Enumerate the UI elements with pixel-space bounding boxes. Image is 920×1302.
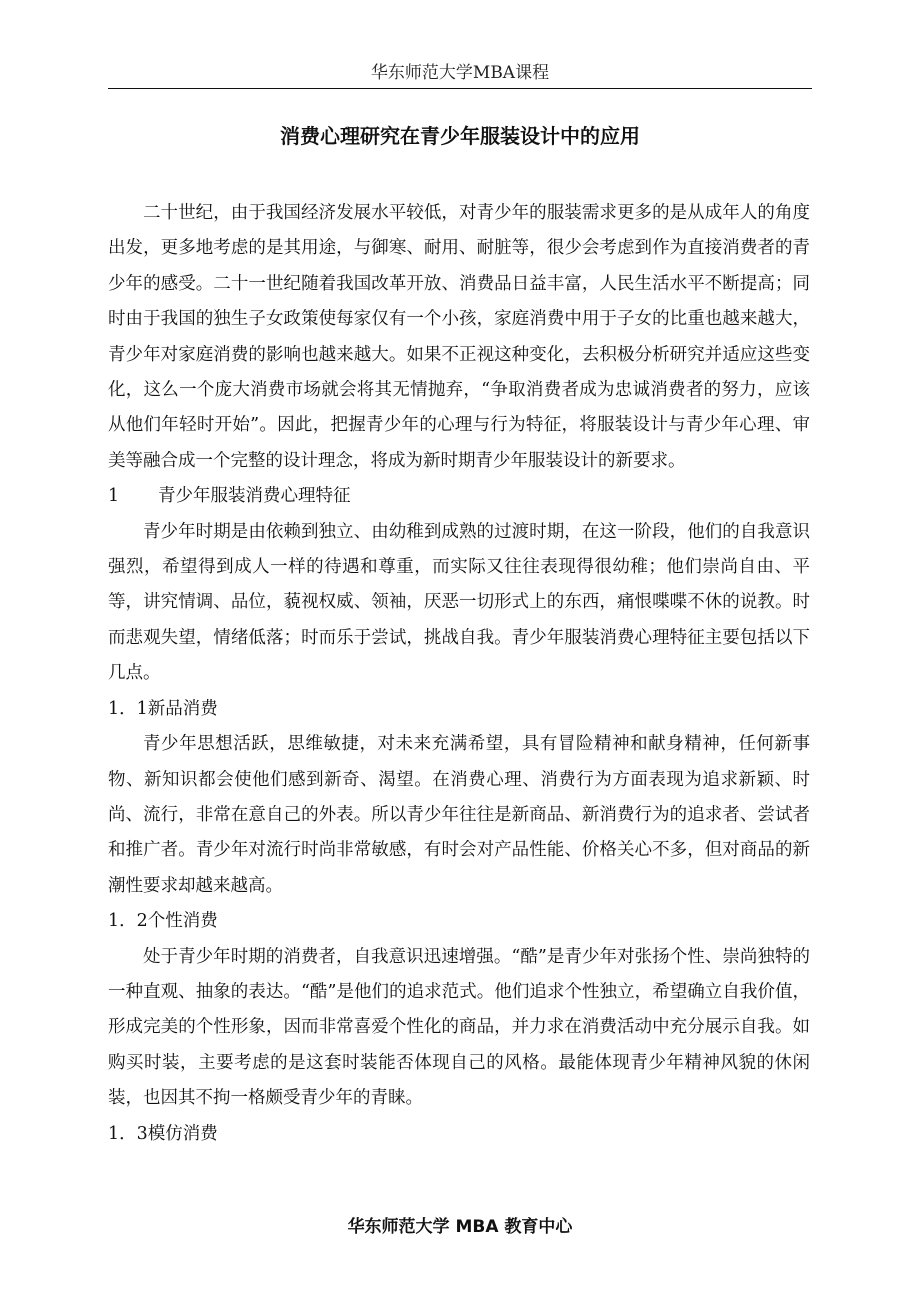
subsection-1-2-paragraph: 处于青少年时期的消费者，自我意识迅速增强。“酷”是青少年对张扬个性、崇尚独特的一种直观、抽象的表达。“酷”是他们的追求范式。他们追求个性独立，希望确立自我价值，形成完美的个性形象，因而非常喜爱个性化的商品，并力求在消费活动中充分展示自我。如购买时装，主要考虑的是这套时装能否体现自己的风格。最能体现青少年精神风貌的休闲装，也因其不拘一格颇受青少年的青睐。 [108,946,810,1109]
section-title: 青少年服装消费心理特征 [158,486,351,507]
section-1-paragraph: 青少年时期是由依赖到独立、由幼稚到成熟的过渡时期，在这一阶段，他们的自我意识强烈，希望得到成人一样的待遇和尊重，而实际又往往表现得很幼稚；他们崇尚自由、平等，讲究情调、品位，藐视权威、领袖，厌恶一切形式上的东西，痛恨喋喋不休的说教。时而悲观失望，情绪低落；时而乐于尝试，挑战自我。青少年服装消费心理特征主要包括以下几点。 [108,521,810,684]
running-header: 华东师范大学MBA课程 [370,63,550,83]
document-title: 消费心理研究在青少年服装设计中的应用 [280,124,640,148]
subsection-heading-1-3: 1．3模仿消费 [108,1123,218,1144]
document-body [108,196,810,1152]
section-number: 1 [108,486,120,507]
running-footer: 华东师范大学 MBA 教育中心 [347,1217,573,1237]
subsection-heading-1-1: 1．1新品消费 [108,698,218,719]
section-heading-1 [108,479,810,514]
header-divider [108,88,812,89]
subsection-heading-1-2: 1．2个性消费 [108,911,218,932]
intro-paragraph: 二十世纪，由于我国经济发展水平较低，对青少年的服装需求更多的是从成年人的角度出发，更多地考虑的是其用途，与御寒、耐用、耐脏等，很少会考虑到作为直接消费者的青少年的感受。二十一世纪随着我国改革开放、消费品日益丰富，人民生活水平不断提高；同时由于我国的独生子女政策使每家仅有一个小孩，家庭消费中用于子女的比重也越来越大，青少年对家庭消费的影响也越来越大。如果不正视这种变化，去积极分析研究并适应这些变化，这么一个庞大消费市场就会将其无情抛弃，“争取消费者成为忠诚消费者的努力，应该从他们年轻时开始”。因此，把握青少年的心理与行为特征，将服装设计与青少年心理、审美等融合成一个完整的设计理念，将成为新时期青少年服装设计的新要求。 [108,203,810,471]
subsection-1-1-paragraph: 青少年思想活跃，思维敏捷，对未来充满希望，具有冒险精神和献身精神，任何新事物、新知识都会使他们感到新奇、渴望。在消费心理、消费行为方面表现为追求新颖、时尚、流行，非常在意自己的外表。所以青少年往往是新商品、新消费行为的追求者、尝试者和推广者。青少年对流行时尚非常敏感，有时会对产品性能、价格关心不多，但对商品的新潮性要求却越来越高。 [108,734,810,896]
